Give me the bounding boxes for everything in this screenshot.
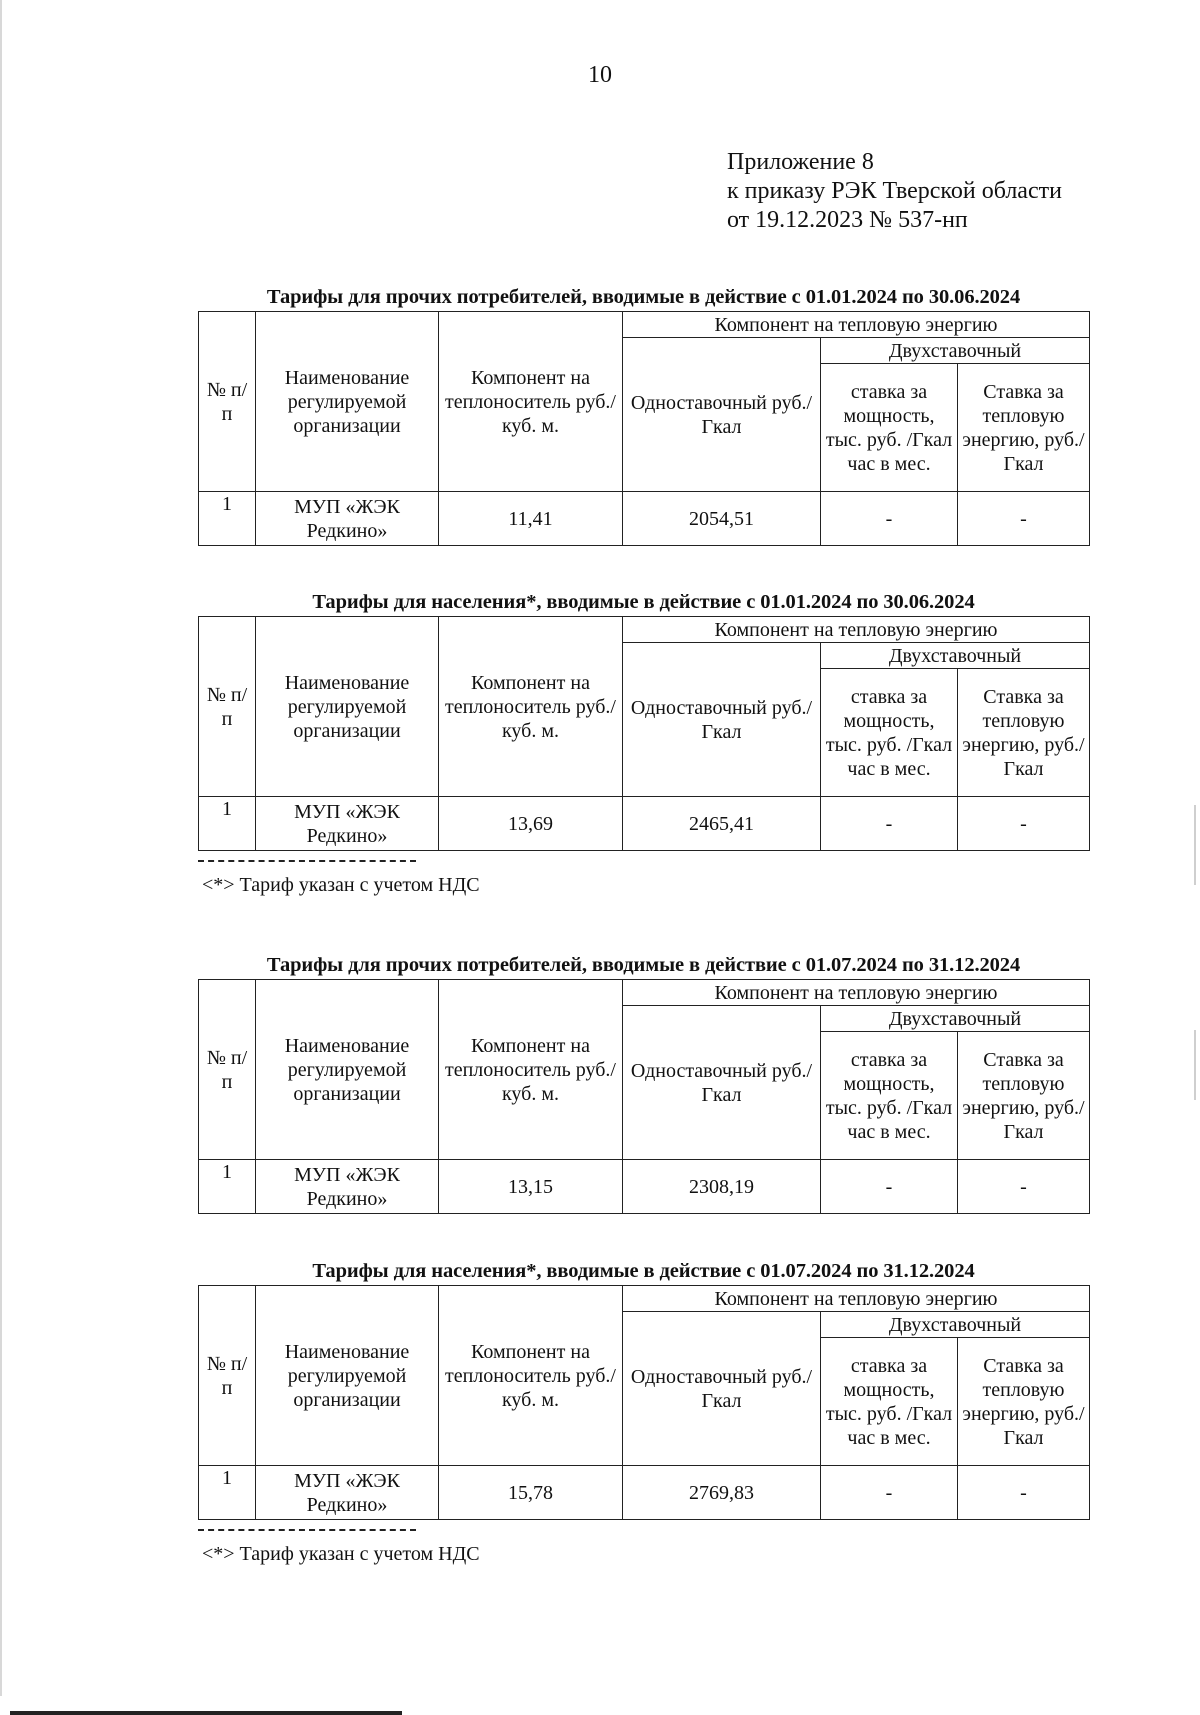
tariff-section-3 — [198, 954, 1089, 1214]
header-two-rate: Двухставочный — [821, 1006, 1090, 1032]
header-single-rate: Одноставочный руб./Гкал — [623, 1312, 821, 1466]
row-carrier: 13,69 — [439, 797, 623, 851]
header-org: Наименование регулируемой организации — [256, 312, 439, 492]
row-num: 1 — [199, 1160, 256, 1214]
header-num: № п/п — [199, 980, 256, 1160]
row-single: 2308,19 — [623, 1160, 821, 1214]
header-heat-component: Компонент на тепловую энергию — [623, 1286, 1090, 1312]
tariff-table — [198, 979, 1090, 1214]
header-single-rate: Одноставочный руб./Гкал — [623, 1006, 821, 1160]
row-num: 1 — [199, 492, 256, 546]
header-carrier: Компонент на теплоноситель руб./куб. м. — [439, 1286, 623, 1466]
row-energy: - — [958, 1466, 1090, 1520]
header-two-rate: Двухставочный — [821, 338, 1090, 364]
header-org: Наименование регулируемой организации — [256, 1286, 439, 1466]
header-single-rate: Одноставочный руб./Гкал — [623, 338, 821, 492]
table-title: Тарифы для прочих потребителей, вводимые в действие с 01.07.2024 по 31.12.2024 — [266, 954, 1021, 976]
tariff-table — [198, 1285, 1090, 1520]
appendix-line: к приказу РЭК Тверской области — [727, 178, 1062, 204]
tariff-table — [198, 616, 1090, 851]
appendix-reference — [727, 148, 1062, 235]
header-single-rate: Одноставочный руб./Гкал — [623, 643, 821, 797]
header-num: № п/п — [199, 617, 256, 797]
row-single: 2465,41 — [623, 797, 821, 851]
table-title: Тарифы для прочих потребителей, вводимые в действие с 01.01.2024 по 30.06.2024 — [266, 286, 1021, 308]
header-capacity-rate: ставка за мощность, тыс. руб. /Гкал час в мес. — [821, 669, 958, 797]
row-org: МУП «ЖЭК Редкино» — [256, 492, 439, 546]
scan-left-edge — [0, 0, 2, 1696]
scan-edge-mark — [1194, 805, 1196, 885]
footnote: <*> Тариф указан с учетом НДС — [202, 874, 480, 896]
bottom-rule — [10, 1711, 402, 1715]
table-title: Тарифы для населения*, вводимые в действие с 01.01.2024 по 30.06.2024 — [312, 591, 975, 613]
footnote: <*> Тариф указан с учетом НДС — [202, 1543, 480, 1565]
header-energy-rate: Ставка за тепловую энергию, руб./Гкал — [958, 1338, 1090, 1466]
row-single: 2054,51 — [623, 492, 821, 546]
header-energy-rate: Ставка за тепловую энергию, руб./Гкал — [958, 364, 1090, 492]
row-capacity: - — [821, 1160, 958, 1214]
header-heat-component: Компонент на тепловую энергию — [623, 980, 1090, 1006]
row-capacity: - — [821, 1466, 958, 1520]
header-capacity-rate: ставка за мощность, тыс. руб. /Гкал час в мес. — [821, 1032, 958, 1160]
row-capacity: - — [821, 797, 958, 851]
row-energy: - — [958, 492, 1090, 546]
header-carrier: Компонент на теплоноситель руб./куб. м. — [439, 980, 623, 1160]
row-org: МУП «ЖЭК Редкино» — [256, 1466, 439, 1520]
table-title: Тарифы для населения*, вводимые в действие с 01.07.2024 по 31.12.2024 — [312, 1260, 975, 1282]
header-org: Наименование регулируемой организации — [256, 980, 439, 1160]
header-carrier: Компонент на теплоноситель руб./куб. м. — [439, 312, 623, 492]
header-heat-component: Компонент на тепловую энергию — [623, 617, 1090, 643]
row-org: МУП «ЖЭК Редкино» — [256, 1160, 439, 1214]
appendix-line: от 19.12.2023 № 537-нп — [727, 207, 968, 233]
row-org: МУП «ЖЭК Редкино» — [256, 797, 439, 851]
row-num: 1 — [199, 797, 256, 851]
row-carrier: 11,41 — [439, 492, 623, 546]
scan-edge-mark — [1194, 1030, 1196, 1100]
tariff-section-1 — [198, 286, 1089, 546]
header-num: № п/п — [199, 1286, 256, 1466]
page-number: 10 — [588, 62, 612, 88]
row-single: 2769,83 — [623, 1466, 821, 1520]
table-row — [199, 797, 1090, 851]
table-row — [199, 492, 1090, 546]
header-energy-rate: Ставка за тепловую энергию, руб./Гкал — [958, 1032, 1090, 1160]
row-num: 1 — [199, 1466, 256, 1520]
header-two-rate: Двухставочный — [821, 643, 1090, 669]
row-capacity: - — [821, 492, 958, 546]
table-row — [199, 1466, 1090, 1520]
row-energy: - — [958, 797, 1090, 851]
header-heat-component: Компонент на тепловую энергию — [623, 312, 1090, 338]
appendix-line: Приложение 8 — [727, 149, 874, 175]
tariff-section-4 — [198, 1260, 1089, 1566]
table-row — [199, 1160, 1090, 1214]
header-capacity-rate: ставка за мощность, тыс. руб. /Гкал час в мес. — [821, 1338, 958, 1466]
row-carrier: 13,15 — [439, 1160, 623, 1214]
tariff-table — [198, 311, 1090, 546]
header-two-rate: Двухставочный — [821, 1312, 1090, 1338]
header-num: № п/п — [199, 312, 256, 492]
row-carrier: 15,78 — [439, 1466, 623, 1520]
header-carrier: Компонент на теплоноситель руб./куб. м. — [439, 617, 623, 797]
header-energy-rate: Ставка за тепловую энергию, руб./Гкал — [958, 669, 1090, 797]
tariff-section-2 — [198, 591, 1089, 897]
footnote-separator — [198, 1529, 416, 1531]
header-capacity-rate: ставка за мощность, тыс. руб. /Гкал час в мес. — [821, 364, 958, 492]
footnote-separator — [198, 860, 416, 862]
row-energy: - — [958, 1160, 1090, 1214]
header-org: Наименование регулируемой организации — [256, 617, 439, 797]
